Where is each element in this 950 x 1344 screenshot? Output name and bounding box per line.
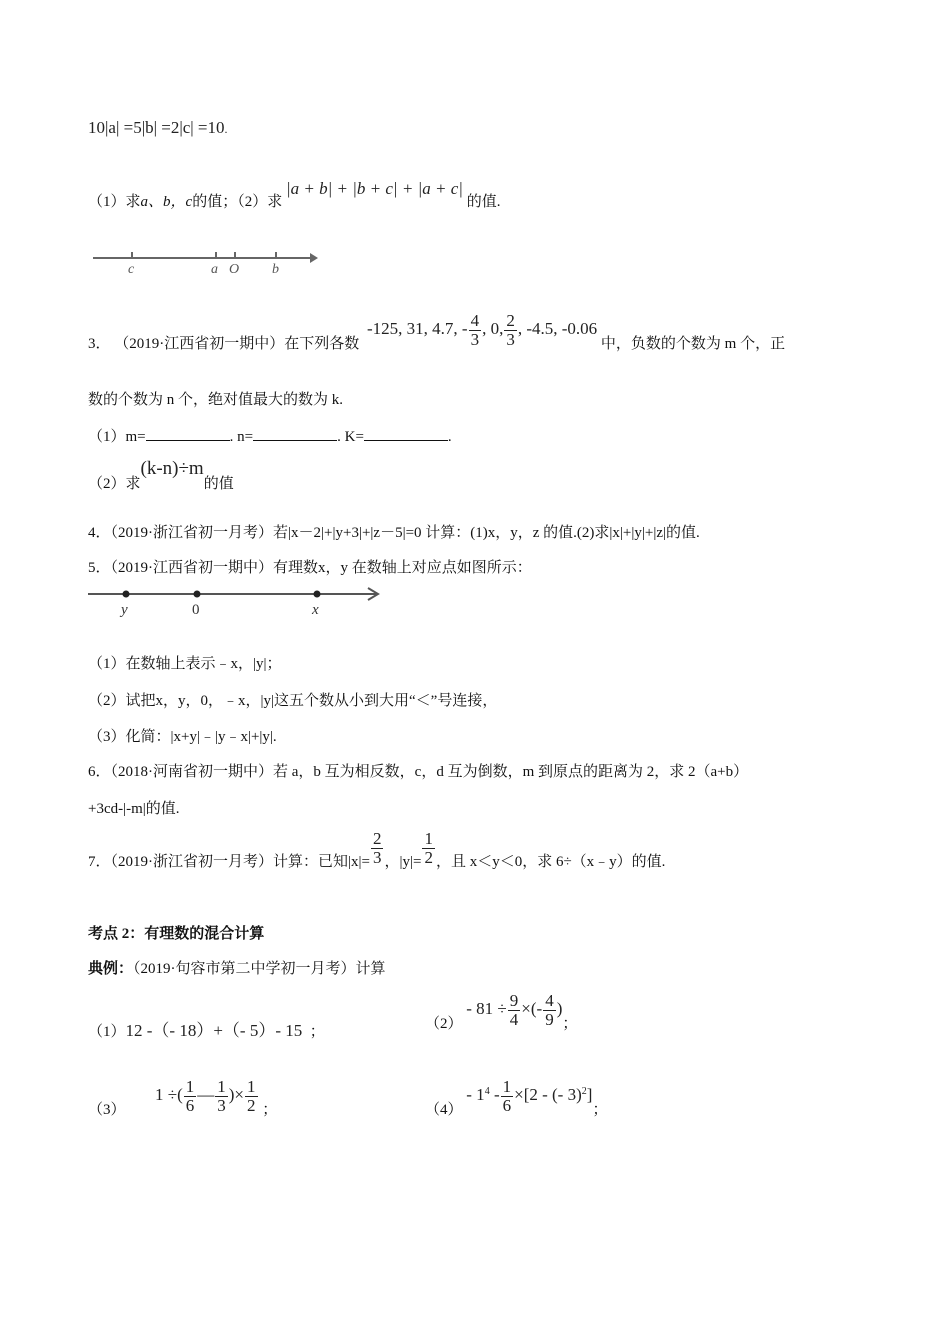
q3-line2: 数的个数为 n 个，绝对值最大的数为 k. [88, 392, 344, 408]
blank-m [146, 426, 230, 441]
example-2: （2） - 81 ÷ $\frac{9}{4}$ ×(- $\frac{4}{9}$ )； [425, 991, 578, 1032]
number-line-abc [88, 245, 320, 279]
fraction-2-3-q7: $\frac{2}{3}$ [372, 829, 382, 867]
fraction-1-3: $\frac{1}{3}$ [217, 1077, 226, 1115]
top-equation: 10|a| =5|b| =2|c| =10. [88, 118, 228, 137]
label-a: a [211, 262, 218, 277]
q6-line2: +3cd-|-m|的值. [88, 801, 180, 817]
fraction-4-9: $\frac{4}{9}$ [545, 991, 554, 1029]
label-c: c [128, 262, 135, 277]
q3-line1: 3． （2019·江西省初一期中）在下列各数 -125, 31, 4.7, - $\frac{4}{3}$ , 0, $\frac{2}{3}$ , -4.5, -0.06 中，负数的个数为 m 个，正 [88, 311, 786, 352]
fraction-1-2-q7: $\frac{1}{2}$ [424, 829, 433, 867]
section-title: 考点 2：有理数的混合计算 [88, 926, 265, 942]
q5-part1: （1）在数轴上表示﹣x，|y|； [88, 656, 282, 672]
number-line-xy [86, 582, 388, 622]
blank-n [253, 426, 337, 441]
example-1: （1）12 -（- 18）+（- 5）- 15 ； [88, 1021, 325, 1040]
example-3: （3） 1 ÷( $\frac{1}{6}$ — $\frac{1}{3}$ )× $\frac{1}{2}$ ； [88, 1077, 278, 1118]
q5: 5．（2019·江西省初一期中）有理数x，y 在数轴上对应点如图所示： [88, 560, 532, 576]
fraction-9-4: $\frac{9}{4}$ [509, 991, 519, 1029]
example-heading: 典例：（2019·句容市第二中学初一月考）计算 [88, 961, 386, 977]
label-zero: 0 [192, 602, 200, 618]
q5-part2: （2）试把x，y，0，﹣x，|y|这五个数从小到大用“＜”号连接， [88, 693, 498, 709]
fraction-1-2: $\frac{1}{2}$ [247, 1077, 256, 1115]
q2-parts: （1）求a、b，c的值；（2）求 |a + b| + |b + c| + |a + c| 的值. [88, 179, 501, 210]
label-b: b [272, 262, 279, 277]
example-4: $(4) - 1^4$ - $\frac{1}{6}$ ×[2 - (- 3)$^2$]； [425, 1077, 608, 1118]
label-y: y [121, 602, 128, 618]
q4: 4．（2019·浙江省初一月考）若|x－2|+|y+3|+|z－5|=0 计算：(1)x，y，z 的值.(2)求|x|+|y|+|z|的值. [88, 525, 700, 541]
q3-part2: （2）求(k-n)÷m的值 [88, 458, 234, 492]
fraction-2-3: $\frac{2}{3}$ [506, 311, 515, 349]
point-0 [194, 591, 201, 598]
k-minus-n-div-m: (k-n)÷m [140, 458, 204, 479]
point-x [314, 591, 321, 598]
blank-k [364, 426, 448, 441]
fraction-1-6-e4: $\frac{1}{6}$ [502, 1077, 512, 1115]
q7: 7．（2019·浙江省初一月考）计算：已知|x|= $\frac{2}{3}$ ，|y|= $\frac{1}{2}$ ，且 x＜y＜0，求 6÷（x﹣y）的值. [88, 829, 666, 870]
label-o: O [229, 262, 240, 277]
fraction-1-6: $\frac{1}{6}$ [185, 1077, 195, 1115]
q6-line1: 6．（2018·河南省初一期中）若 a，b 互为相反数，c，d 互为倒数，m 到原点的距离为 2，求 2（a+b） [88, 764, 749, 780]
fraction-4-3: $\frac{4}{3}$ [470, 311, 480, 349]
point-y [123, 591, 130, 598]
abs-sum-expression: |a + b| + |b + c| + |a + c| [285, 179, 463, 198]
label-x: x [312, 602, 319, 618]
q5-part3: （3）化简：|x+y|﹣|y﹣x|+|y|. [88, 729, 277, 745]
q3-part1: （1）m= . n= . K= . [88, 425, 452, 446]
